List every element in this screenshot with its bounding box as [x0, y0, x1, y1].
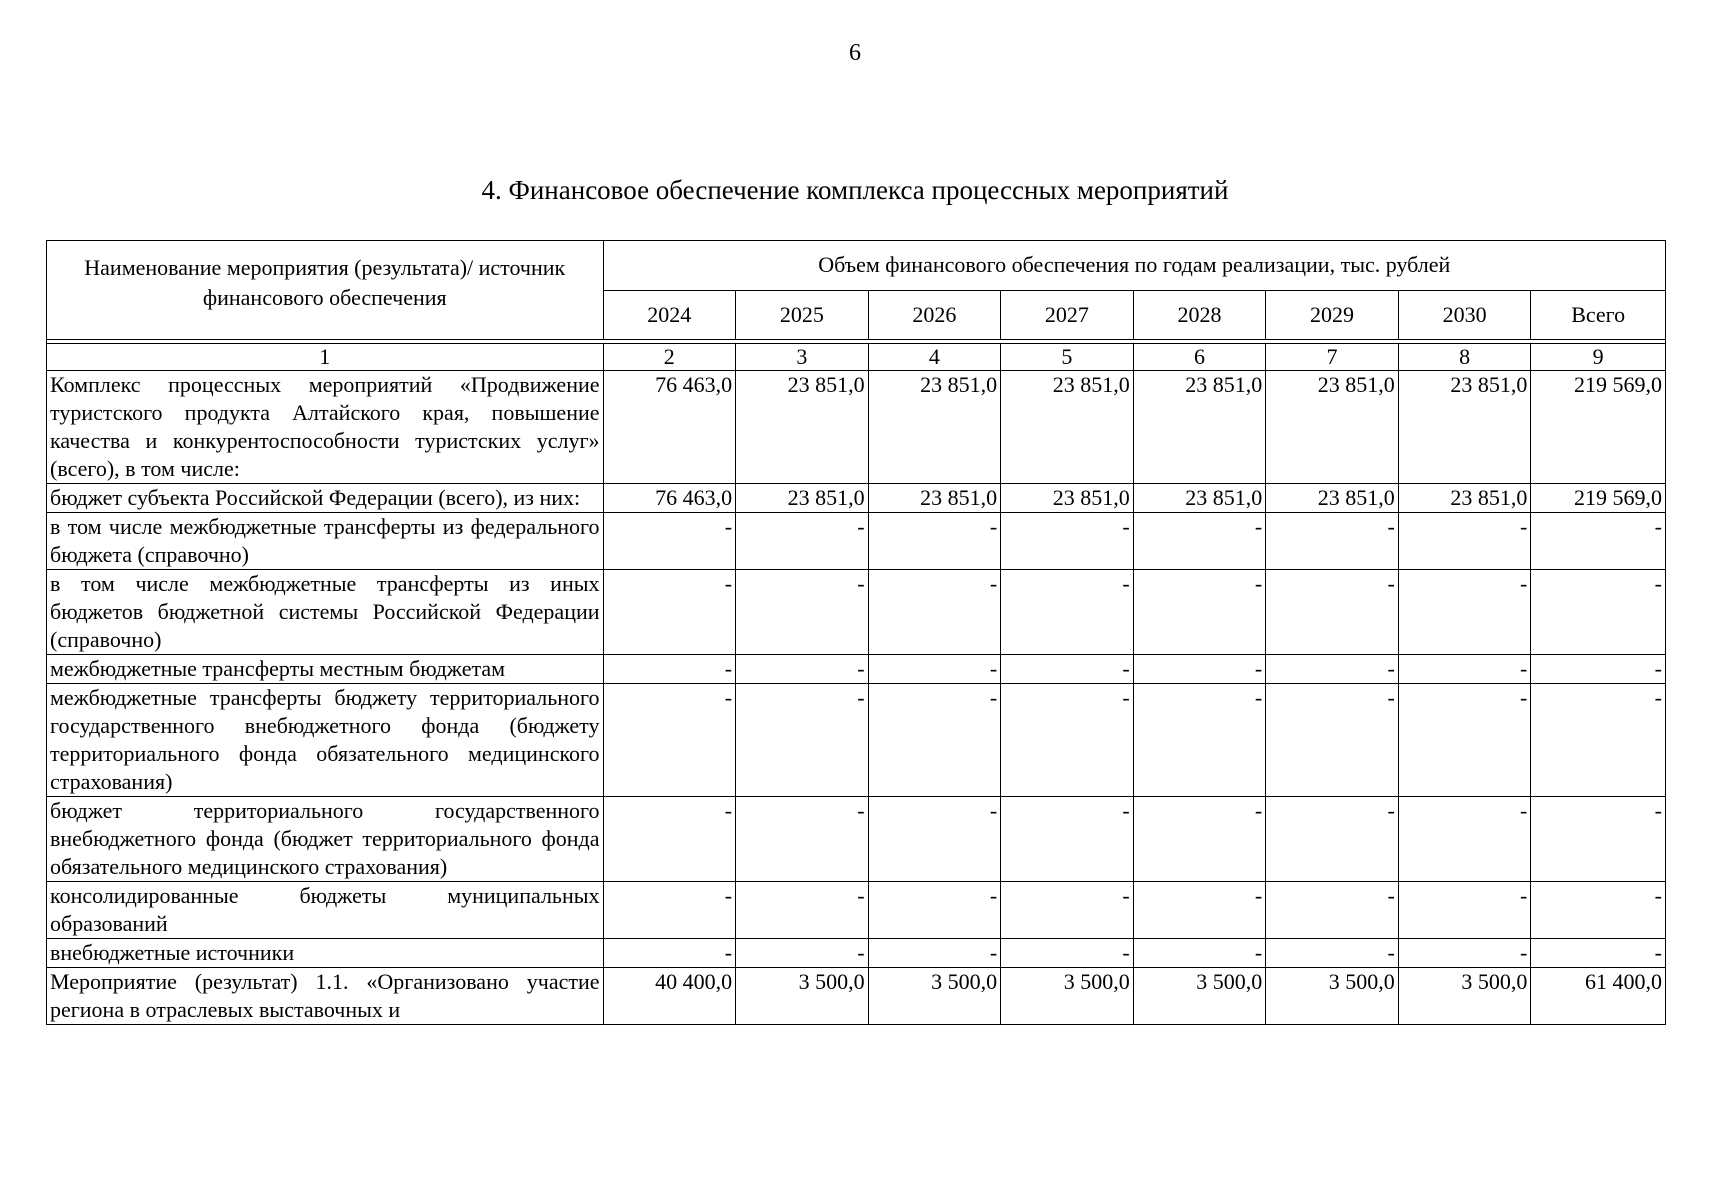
row-value-cell: - [1398, 513, 1531, 570]
table-header-row [47, 241, 1666, 291]
row-name-cell: Комплекс процессных мероприятий «Продвижение туристского продукта Алтайского края, повышение качества и конкурентоспособности туристских услуг» (всего), в том числе: [47, 371, 604, 484]
row-value-cell: - [1398, 882, 1531, 939]
row-value-cell: - [1001, 797, 1134, 882]
row-value-cell: - [736, 797, 869, 882]
row-value-cell: - [1133, 684, 1266, 797]
row-total-cell: 61 400,0 [1531, 968, 1666, 1025]
row-total-cell: - [1531, 655, 1666, 684]
table-row [47, 513, 1666, 570]
row-value-cell: - [1398, 684, 1531, 797]
header-name-cell: Наименование мероприятия (результата)/ источник финансового обеспечения [47, 241, 604, 340]
row-value-cell: 23 851,0 [1133, 484, 1266, 513]
row-value-cell: - [1001, 939, 1134, 968]
row-total-cell: 219 569,0 [1531, 371, 1666, 484]
row-total-cell: - [1531, 797, 1666, 882]
row-value-cell: 23 851,0 [1266, 371, 1399, 484]
row-value-cell: - [1266, 684, 1399, 797]
row-value-cell: - [603, 797, 736, 882]
header-volume-cell: Объем финансового обеспечения по годам реализации, тыс. рублей [603, 241, 1665, 291]
row-value-cell: - [1266, 655, 1399, 684]
row-value-cell: - [603, 939, 736, 968]
row-value-cell: - [1266, 797, 1399, 882]
column-number-cell: 9 [1531, 344, 1666, 371]
row-total-cell: - [1531, 882, 1666, 939]
row-value-cell: 23 851,0 [736, 371, 869, 484]
row-value-cell: - [1133, 797, 1266, 882]
row-value-cell: - [603, 882, 736, 939]
row-name-cell: межбюджетные трансферты местным бюджетам [47, 655, 604, 684]
row-value-cell: 3 500,0 [736, 968, 869, 1025]
row-value-cell: 3 500,0 [1266, 968, 1399, 1025]
row-value-cell: - [1398, 797, 1531, 882]
year-header-cell: 2024 [603, 290, 736, 340]
section-title: 4. Финансовое обеспечение комплекса процессных мероприятий [481, 175, 1229, 205]
row-total-cell: - [1531, 684, 1666, 797]
row-value-cell: - [1266, 882, 1399, 939]
row-value-cell: - [1001, 882, 1134, 939]
row-value-cell: - [1001, 684, 1134, 797]
row-value-cell: 3 500,0 [1133, 968, 1266, 1025]
year-header-cell: 2029 [1266, 290, 1399, 340]
row-name-cell: в том числе межбюджетные трансферты из иных бюджетов бюджетной системы Российской Федерации (справочно) [47, 570, 604, 655]
row-value-cell: - [1133, 570, 1266, 655]
column-number-cell: 2 [603, 344, 736, 371]
table-body [47, 371, 1666, 1025]
page-number: 6 [849, 40, 861, 66]
column-number-cell: 4 [868, 344, 1001, 371]
row-value-cell: - [736, 939, 869, 968]
row-value-cell: - [736, 655, 869, 684]
row-value-cell: - [603, 570, 736, 655]
row-name-cell: бюджет субъекта Российской Федерации (всего), из них: [47, 484, 604, 513]
year-header-cell: 2026 [868, 290, 1001, 340]
row-value-cell: 76 463,0 [603, 371, 736, 484]
row-value-cell: - [1133, 882, 1266, 939]
row-value-cell: - [1001, 513, 1134, 570]
column-number-cell: 8 [1398, 344, 1531, 371]
table-row [47, 797, 1666, 882]
row-value-cell: 23 851,0 [1398, 484, 1531, 513]
row-value-cell: - [603, 513, 736, 570]
row-value-cell: 3 500,0 [1001, 968, 1134, 1025]
table-row [47, 484, 1666, 513]
row-value-cell: 23 851,0 [736, 484, 869, 513]
row-name-cell: консолидированные бюджеты муниципальных образований [47, 882, 604, 939]
row-value-cell: 23 851,0 [1133, 371, 1266, 484]
row-value-cell: 23 851,0 [1001, 484, 1134, 513]
row-value-cell: - [1133, 513, 1266, 570]
row-total-cell: 219 569,0 [1531, 484, 1666, 513]
row-value-cell: 23 851,0 [1266, 484, 1399, 513]
row-name-cell: внебюджетные источники [47, 939, 604, 968]
row-value-cell: 3 500,0 [1398, 968, 1531, 1025]
row-total-cell: - [1531, 570, 1666, 655]
row-total-cell: - [1531, 513, 1666, 570]
row-value-cell: - [868, 513, 1001, 570]
row-value-cell: 23 851,0 [868, 484, 1001, 513]
financing-table [46, 240, 1666, 1025]
column-number-cell: 5 [1001, 344, 1134, 371]
row-value-cell: - [736, 570, 869, 655]
table-row [47, 570, 1666, 655]
row-value-cell: - [1001, 570, 1134, 655]
table-row [47, 371, 1666, 484]
table-row [47, 939, 1666, 968]
row-value-cell: - [736, 513, 869, 570]
row-name-cell: межбюджетные трансферты бюджету территориального государственного внебюджетного фонда (бюджету территориального фонда обязательного медицинского страхования) [47, 684, 604, 797]
year-header-cell: 2030 [1398, 290, 1531, 340]
row-value-cell: - [868, 939, 1001, 968]
row-value-cell: - [736, 684, 869, 797]
row-value-cell: - [868, 882, 1001, 939]
row-value-cell: 3 500,0 [868, 968, 1001, 1025]
row-value-cell: 23 851,0 [868, 371, 1001, 484]
column-number-cell: 1 [47, 344, 604, 371]
row-total-cell: - [1531, 939, 1666, 968]
row-name-cell: бюджет территориального государственного внебюджетного фонда (бюджет территориального фонда обязательного медицинского страхования) [47, 797, 604, 882]
row-value-cell: - [603, 655, 736, 684]
row-value-cell: 76 463,0 [603, 484, 736, 513]
row-value-cell: - [1398, 570, 1531, 655]
row-value-cell: - [736, 882, 869, 939]
row-value-cell: - [1001, 655, 1134, 684]
table-row [47, 882, 1666, 939]
row-value-cell: - [868, 684, 1001, 797]
year-header-cell: 2027 [1001, 290, 1134, 340]
table-row [47, 968, 1666, 1025]
row-value-cell: - [868, 570, 1001, 655]
total-header-cell: Всего [1531, 290, 1666, 340]
column-number-cell: 7 [1266, 344, 1399, 371]
column-numbers-row [47, 344, 1666, 371]
row-name-cell: Мероприятие (результат) 1.1. «Организовано участие региона в отраслевых выставочных и [47, 968, 604, 1025]
table-row [47, 655, 1666, 684]
row-value-cell: - [1266, 513, 1399, 570]
column-number-cell: 6 [1133, 344, 1266, 371]
row-value-cell: 23 851,0 [1398, 371, 1531, 484]
row-value-cell: 23 851,0 [1001, 371, 1134, 484]
row-value-cell: - [1398, 655, 1531, 684]
row-value-cell: - [1133, 655, 1266, 684]
row-value-cell: - [1398, 939, 1531, 968]
row-value-cell: - [868, 655, 1001, 684]
row-value-cell: - [603, 684, 736, 797]
table-row [47, 684, 1666, 797]
row-value-cell: - [1266, 570, 1399, 655]
year-header-cell: 2025 [736, 290, 869, 340]
row-value-cell: 40 400,0 [603, 968, 736, 1025]
row-value-cell: - [868, 797, 1001, 882]
column-number-cell: 3 [736, 344, 869, 371]
year-header-cell: 2028 [1133, 290, 1266, 340]
row-value-cell: - [1266, 939, 1399, 968]
row-value-cell: - [1133, 939, 1266, 968]
row-name-cell: в том числе межбюджетные трансферты из федерального бюджета (справочно) [47, 513, 604, 570]
